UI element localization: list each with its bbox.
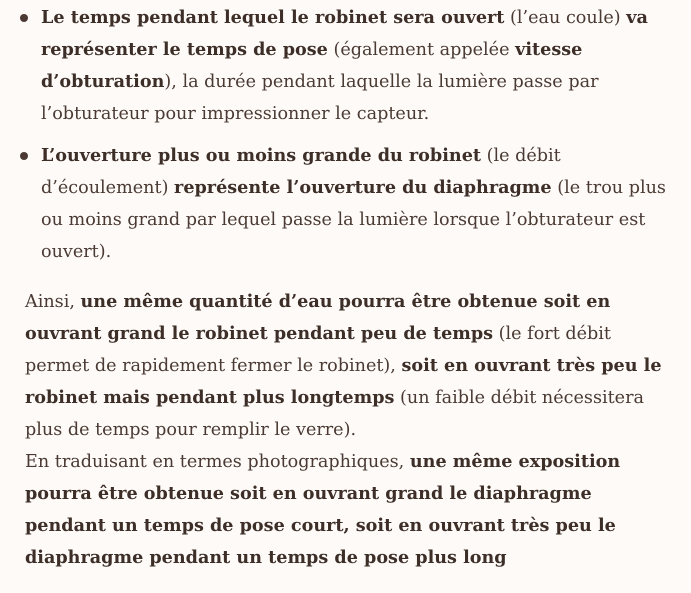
bullet-item-exposure-time bbox=[0, 2, 670, 130]
text: (un faible débit nécessitera plus de temps pour remplir le verre). bbox=[25, 388, 644, 440]
paragraph-analogy bbox=[25, 286, 675, 446]
bold-text: Le temps pendant lequel le robinet sera ouvert bbox=[41, 7, 505, 28]
bold-text: soit en ouvrant très peu le robinet mais pendant plus longtemps bbox=[25, 355, 662, 408]
bullet-dot-icon bbox=[20, 152, 28, 160]
text: (également appelée bbox=[327, 40, 516, 60]
bold-text: L’ouverture plus ou moins grande du robinet bbox=[41, 145, 482, 166]
bold-text: une même exposition pourra être obtenue soit en ouvrant grand le diaphragme pendant un temps de pose court, soit en ouvrant très peu le diaphragme pendant un temps de pose plus long bbox=[25, 451, 621, 568]
text: ), la durée pendant laquelle la lumière passe par l’obturateur pour impressionner le capteur. bbox=[41, 72, 599, 124]
text: Ainsi, bbox=[25, 292, 81, 312]
bullet-item-aperture bbox=[0, 140, 670, 268]
text: (le trou plus ou moins grand par lequel passe la lumière lorsque l’obturateur est ouvert). bbox=[41, 178, 666, 262]
bold-text: une même quantité d’eau pourra être obtenue soit en ouvrant grand le robinet pendant peu de temps bbox=[25, 291, 611, 344]
paragraph-photographic bbox=[25, 446, 675, 574]
text: (le débit d’écoulement) bbox=[41, 146, 561, 198]
text: En traduisant en termes photographiques, bbox=[25, 452, 410, 472]
bullet-dot-icon bbox=[20, 14, 28, 22]
bold-text: va représenter le temps de pose bbox=[41, 7, 648, 60]
text: (le fort débit permet de rapidement fermer le robinet), bbox=[25, 324, 611, 376]
bold-text: représente l’ouverture du diaphragme bbox=[174, 177, 552, 198]
text: (l’eau coule) bbox=[504, 8, 627, 28]
bold-text: vitesse d’obturation bbox=[41, 39, 583, 92]
bullet-list bbox=[0, 2, 670, 268]
